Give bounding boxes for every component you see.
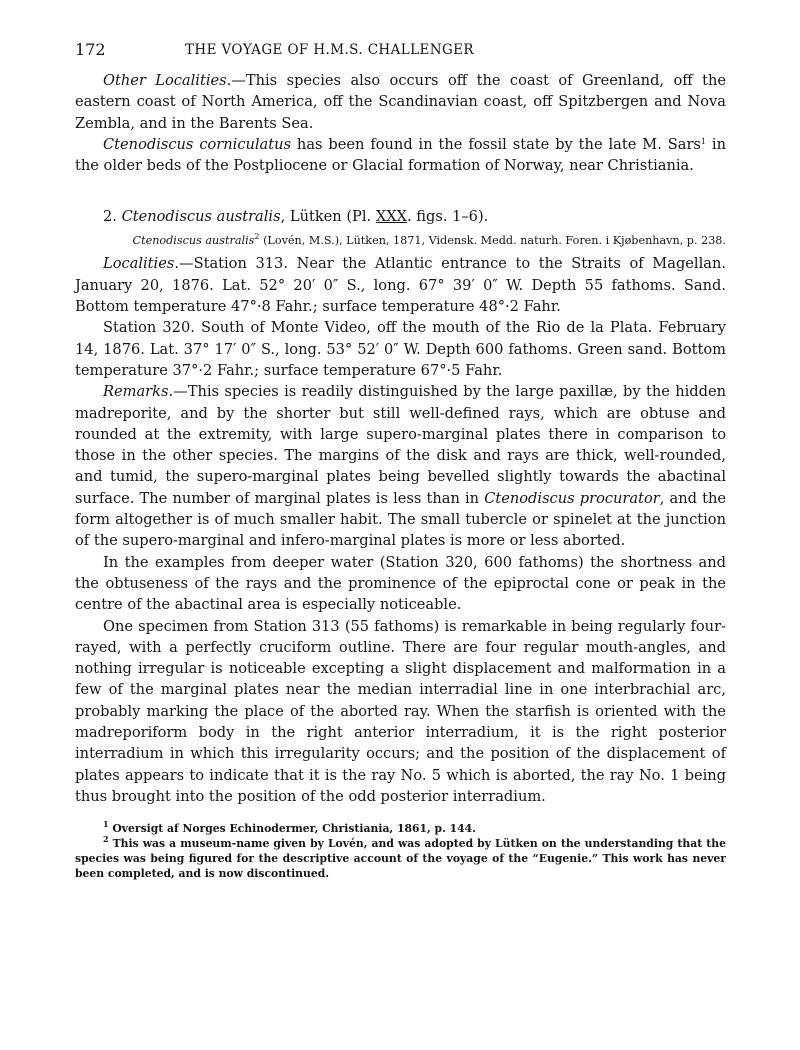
- footnote-ref-2: 2: [254, 232, 260, 242]
- other-localities-paragraph: [75, 70, 726, 134]
- remarks-paragraph: [75, 381, 726, 551]
- document-page: [75, 40, 726, 881]
- plate-number: XXX: [375, 208, 407, 226]
- fossil-species-name: Ctenodiscus corniculatus: [103, 135, 292, 153]
- species-number: 2.: [103, 208, 117, 226]
- fossil-text-a: has been found in the fossil state by the late M. Sars: [291, 135, 701, 153]
- remarks-label: Remarks.: [103, 383, 174, 401]
- localities-paragraph-320: Station 320. South of Monte Video, off the mouth of the Rio de la Plata. February 14, 1876. Lat. 37° 17′ 0″ S., long. 53° 52′ 0″ W. Depth 600 fathoms. Green sand. Bottom temperature 37°·2 Fahr.; surface temperature 67°·5 Fahr.: [75, 319, 726, 379]
- footnote-1: [75, 821, 726, 836]
- footnote-text-1: Oversigt af Norges Echinodermer, Christiania, 1861, p. 144.: [108, 822, 476, 836]
- synonymy-line: [75, 233, 726, 249]
- footnote-text-2: This was a museum-name given by Lovén, and was adopted by Lütken on the understanding that the species was being figured for the descriptive account of the voyage of the “Eugenie.” This work has never been completed, and is now discontinued.: [75, 837, 726, 881]
- species-author: , Lütken (Pl.: [280, 208, 376, 226]
- species-procurator: Ctenodiscus procurator: [484, 489, 660, 507]
- page-header: [75, 40, 726, 62]
- page-number: 172: [75, 40, 106, 59]
- other-localities-label: Other Localities.: [103, 72, 232, 89]
- remarks-text-b: , and the form altogether is of much smaller habit. The small tubercle or spinelet at the junction of the supero-marginal and infero-marginal plates is more or less aborted.: [75, 489, 726, 550]
- footnotes: [75, 821, 726, 881]
- species-heading: [103, 206, 726, 227]
- plate-figs: . figs. 1–6).: [406, 208, 489, 226]
- station-313-text: —Station 313. Near the Atlantic entrance to the Straits of Magellan. January 20, 1876. Lat. 52° 20′ 0″ S., long. 67° 39′ 0″ W. Depth 55 fathoms. Sand. Bottom temperature 47°·8 Fahr.; surface temperature 48°·2 Fahr.: [75, 255, 726, 316]
- synonym-citation: (Lovén, M.S.), Lütken, 1871, Vidensk. Medd. naturh. Foren. i Kjøbenhavn, p. 238.: [259, 234, 726, 248]
- fossil-text-b: in the older beds of the Postpliocene or Glacial formation of Norway, near Christiania.: [75, 135, 726, 175]
- footnote-2: [75, 836, 726, 881]
- species-name: Ctenodiscus australis: [121, 208, 281, 226]
- deeper-water-paragraph: In the examples from deeper water (Station 320, 600 fathoms) the shortness and the obtuseness of the rays and the prominence of the epiproctal cone or peak in the centre of the abactinal area is especially noticeable.: [75, 553, 726, 614]
- running-title: THE VOYAGE OF H.M.S. CHALLENGER: [185, 42, 474, 58]
- footnote-mark-2: 2: [103, 834, 109, 845]
- other-localities-text: —This species also occurs off the coast of Greenland, off the eastern coast of North America, off the Scandinavian coast, off Spitzbergen and Nova Zembla, and in the Barents Sea.: [75, 72, 726, 132]
- localities-paragraph-313: [75, 253, 726, 317]
- specimen-paragraph: One specimen from Station 313 (55 fathoms) is remarkable in being regularly four-rayed, with a perfectly cruciform outline. There are four regular mouth-angles, and nothing irregular is noticeable excepting a slight displacement and malformation in a few of the marginal plates near the median interradial line in one interbrachial arc, probably marking the place of the aborted ray. When the starfish is oriented with the madreporiform body in the right anterior interradium, it is the right posterior interradium in which this irregularity occurs; and the position of the displacement of plates appears to indicate that it is the ray No. 5 which is aborted, the ray No. 1 being thus brought into the position of the odd posterior interradium.: [75, 617, 726, 805]
- fossil-paragraph: [75, 134, 726, 177]
- synonym-name: Ctenodiscus australis: [132, 234, 255, 248]
- other-localities-section: [75, 70, 726, 176]
- footnote-ref-1: 1: [700, 136, 707, 146]
- localities-label: Localities.: [103, 255, 179, 273]
- footnote-mark-1: 1: [103, 819, 109, 830]
- remarks-text-a: —This species is readily distinguished by the large paxillæ, by the hidden madreporite, and by the shorter but still well-defined rays, which are obtuse and rounded at the extremity, with large supero-marginal plates there in comparison to those in the other species. The margins of the disk and rays are thick, well-rounded, and tumid, the supero-marginal plates being bevelled slightly towards the abactinal surface. The number of marginal plates is less than in: [75, 383, 726, 507]
